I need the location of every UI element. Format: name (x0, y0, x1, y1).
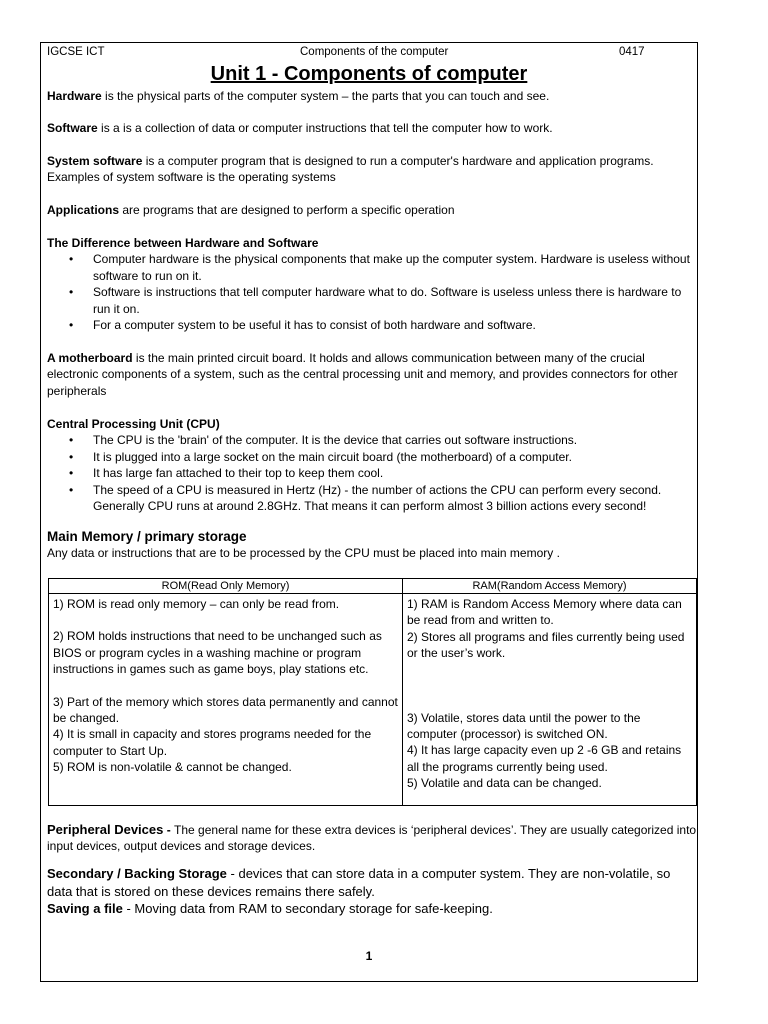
page-title: Unit 1 - Components of computer (210, 63, 528, 85)
document-page (40, 42, 698, 982)
saving-term: Saving a file (47, 901, 123, 916)
motherboard-term: A motherboard (47, 351, 133, 365)
system-software-text: is a computer program that is designed to run a computer's hardware and application programs. Examples of system software is the operating systems (47, 154, 654, 185)
hardware-definition (47, 88, 697, 104)
peripheral-dash: - (163, 823, 175, 837)
rom-column-header: ROM(Read Only Memory) (49, 579, 403, 594)
ram-item: 1) RAM is Random Access Memory where data can be read from and written to. (407, 597, 682, 628)
rom-item: 3) Part of the memory which stores data permanently and cannot be changed. (53, 694, 398, 726)
rom-item: 4) It is small in capacity and stores programs needed for the computer to Start Up. (53, 727, 372, 758)
difference-list (47, 251, 697, 333)
list-item: • It is plugged into a large socket on the main circuit board (the motherboard) of a computer. (47, 449, 697, 465)
secondary-storage-section (47, 865, 697, 918)
secondary-text: - devices that can store data in a computer system. They are non-volatile, so data that is stored on these devices remains there safely. (47, 866, 671, 899)
cpu-heading: Central Processing Unit (CPU) (47, 417, 220, 431)
list-item: • The CPU is the 'brain' of the computer. It is the device that carries out software instructions. (47, 432, 697, 448)
ram-column-header: RAM(Random Access Memory) (403, 579, 697, 594)
peripheral-text: The general name for these extra devices is ‘peripheral devices’. They are usually categorized into input devices, output devices and storage devices. (47, 823, 697, 854)
list-item: • Software is instructions that tell computer hardware what to do. Software is useless unless there is hardware to run it on. (47, 284, 697, 317)
header-code: 0417 (619, 46, 645, 58)
memory-section (47, 529, 697, 562)
system-software-definition (47, 153, 697, 186)
saving-text: - Moving data from RAM to secondary storage for safe-keeping. (122, 901, 493, 916)
peripheral-section (47, 822, 697, 855)
rom-ram-table (48, 578, 697, 806)
hardware-term: Hardware (47, 89, 102, 103)
applications-text: are programs that are designed to perform a specific operation (119, 203, 455, 217)
secondary-term: Secondary / Backing Storage (47, 866, 227, 881)
motherboard-definition (47, 350, 697, 399)
ram-item: 2) Stores all programs and files currently being used or the user’s work. (407, 629, 685, 661)
cpu-section (47, 416, 697, 514)
difference-section (47, 235, 697, 333)
applications-definition (47, 202, 697, 218)
hardware-text: is the physical parts of the computer system – the parts that you can touch and see. (101, 89, 550, 103)
ram-item: 4) It has large capacity even up 2 -6 GB and retains all the programs currently being used. (407, 743, 682, 774)
header-course: IGCSE ICT (47, 46, 105, 58)
software-term: Software (47, 121, 98, 135)
software-text: is a is a collection of data or computer instructions that tell the computer how to work. (97, 121, 553, 135)
header-topic: Components of the computer (300, 46, 449, 58)
system-software-term: System software (47, 154, 143, 168)
rom-cell (49, 594, 403, 806)
memory-heading: Main Memory / primary storage (47, 529, 247, 544)
list-item: • It has large fan attached to their top to keep them cool. (47, 465, 697, 481)
software-definition (47, 120, 697, 136)
difference-heading: The Difference between Hardware and Software (47, 236, 319, 250)
rom-item: 1) ROM is read only memory – can only be read from. (53, 597, 340, 611)
rom-item: 2) ROM holds instructions that need to be unchanged such as BIOS or program cycles in a washing machine or program instructions in games such as game boys, play stations etc. (53, 629, 382, 677)
ram-cell (403, 594, 697, 806)
page-number: 1 (365, 949, 373, 963)
motherboard-text: is the main printed circuit board. It holds and allows communication between many of the crucial electronic components of a system, such as the central processing unit and memory, and provides connectors for other peripherals (47, 351, 678, 398)
memory-intro: Any data or instructions that are to be processed by the CPU must be placed into main memory . (47, 546, 560, 561)
list-item: • The speed of a CPU is measured in Hertz (Hz) - the number of actions the CPU can perform every second. Generally CPU runs at around 2.8GHz. That means it can perform almost 3 billion actions every second! (47, 482, 697, 515)
applications-term: Applications (47, 203, 120, 217)
ram-item: 3) Volatile, stores data until the power to the computer (processor) is switched ON. (407, 710, 641, 742)
rom-item: 5) ROM is non-volatile & cannot be changed. (53, 760, 292, 775)
ram-item: 5) Volatile and data can be changed. (407, 776, 602, 791)
cpu-list (47, 432, 697, 514)
peripheral-term: Peripheral Devices (47, 822, 164, 837)
list-item: • Computer hardware is the physical components that make up the computer system. Hardware is useless without software to run on it. (47, 251, 697, 284)
list-item: • For a computer system to be useful it has to consist of both hardware and software. (47, 317, 697, 333)
